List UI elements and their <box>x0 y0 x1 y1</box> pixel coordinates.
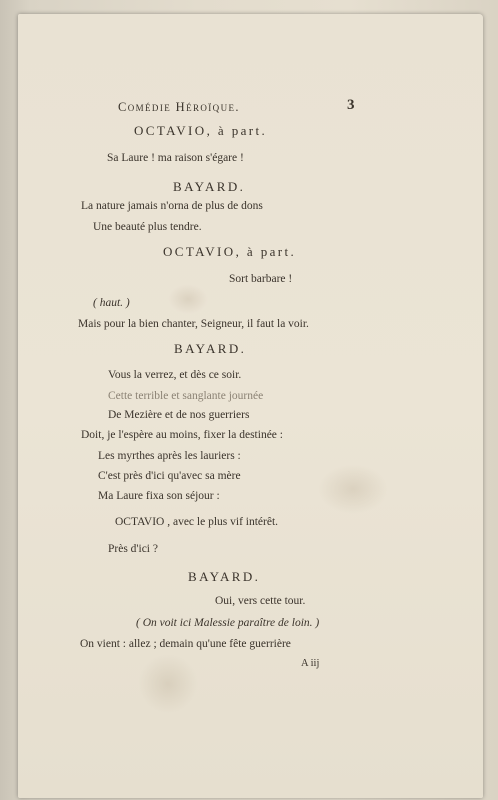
verse-line: Vous la verrez, et dès ce soir. <box>108 369 242 381</box>
speaker-bayard: BAYARD. <box>173 179 246 194</box>
verse-line: Mais pour la bien chanter, Seigneur, il faut la voir. <box>78 318 309 330</box>
speaker-bayard: BAYARD. <box>188 569 261 584</box>
speaker-octavio: OCTAVIO , avec le plus vif intérêt. <box>115 516 279 528</box>
verse-line: On vient : allez ; demain qu'une fête guerrière <box>80 638 291 650</box>
verse-line: De Mezière et de nos guerriers <box>108 409 250 421</box>
stage-direction: ( On voit ici Malessie paraître de loin. ) <box>136 617 320 629</box>
page-stain <box>138 654 198 714</box>
verse-line: C'est près d'ici qu'avec sa mère <box>98 470 241 482</box>
verse-line: La nature jamais n'orna de plus de dons <box>81 200 263 212</box>
verse-line: Sa Laure ! ma raison s'égare ! <box>107 152 244 164</box>
speaker-octavio: OCTAVIO, à part. <box>163 244 297 259</box>
page-stain <box>318 464 388 514</box>
verse-line: Sort barbare ! <box>229 273 293 285</box>
verse-line: Les myrthes après les lauriers : <box>98 450 241 462</box>
speaker-bayard: BAYARD. <box>174 341 247 356</box>
running-head: Comédie Héroïque. <box>118 100 240 114</box>
page-number: 3 <box>347 97 355 113</box>
verse-line: Une beauté plus tendre. <box>93 221 202 233</box>
stage-direction: ( haut. ) <box>93 297 130 309</box>
verse-line: Près d'ici ? <box>108 543 158 555</box>
speaker-line: OCTAVIO, à part. <box>134 123 268 138</box>
verse-line: Doit, je l'espère au moins, fixer la destinée : <box>81 429 283 441</box>
verse-line: Oui, vers cette tour. <box>215 595 306 607</box>
signature-mark: A iij <box>301 658 320 669</box>
page-stain <box>168 284 208 314</box>
book-page <box>18 14 483 798</box>
verse-line: Ma Laure fixa son séjour : <box>98 490 220 502</box>
speaker-octavio <box>134 124 267 137</box>
verse-line: Cette terrible et sanglante journée <box>108 390 264 402</box>
